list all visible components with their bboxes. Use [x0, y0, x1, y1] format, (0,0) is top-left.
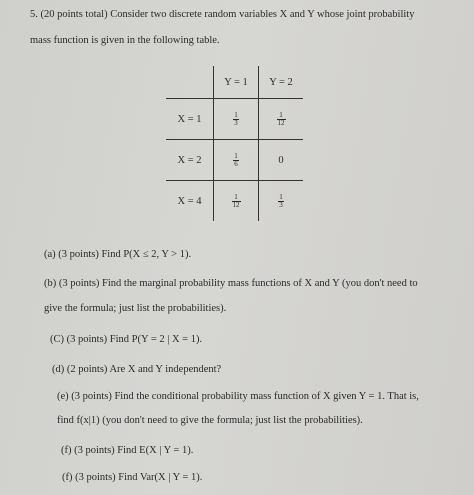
part-f-variance-text: (f) (3 points) Find Var(X | Y = 1). [62, 472, 203, 483]
part-e-text-line-1: (e) (3 points) Find the conditional probability mass function of X given Y = 1. That is, [57, 391, 419, 402]
cell-x2-y1: $\frac{1}{6}$ [214, 140, 259, 181]
part-c-text: (C) (3 points) Find P(Y = 2 | X = 1). [50, 334, 203, 345]
row-header-x2: X = 2 [166, 140, 214, 181]
part-f-expectation-text: (f) (3 points) Find E(X | Y = 1). [61, 445, 194, 456]
table-row [166, 181, 303, 222]
part-d-text: (d) (2 points) Are X and Y independent? [52, 364, 222, 375]
cell-x2-y2: 0 [259, 140, 304, 181]
cell-x1-y1: $\frac{1}{3}$ [214, 99, 259, 140]
table-corner [166, 66, 214, 99]
cell-x4-y1: $\frac{1}{12}$ [214, 181, 259, 222]
joint-pmf-table [166, 66, 303, 221]
problem-header-line-1: 5. (20 points total) Consider two discrete random variables X and Y whose joint probability [30, 9, 415, 20]
part-b-text-line-2: give the formula; just list the probabilities). [44, 303, 227, 314]
col-header-y2: Y = 2 [259, 66, 304, 99]
table-row [166, 99, 303, 140]
cell-x1-y2: $\frac{1}{12}$ [259, 99, 304, 140]
part-a-text: (a) (3 points) Find P(X ≤ 2, Y > 1). [44, 249, 192, 260]
row-header-x4: X = 4 [166, 181, 214, 222]
col-header-y1: Y = 1 [214, 66, 259, 99]
cell-x4-y2: $\frac{1}{3}$ [259, 181, 304, 222]
part-e-text-line-2: find f(x|1) (you don't need to give the formula; just list the probabilities). [57, 415, 363, 426]
problem-header-line-2: mass function is given in the following table. [30, 35, 220, 46]
row-header-x1: X = 1 [166, 99, 214, 140]
table-row [166, 140, 303, 181]
part-b-text-line-1: (b) (3 points) Find the marginal probability mass functions of X and Y (you don't need to [44, 278, 418, 289]
